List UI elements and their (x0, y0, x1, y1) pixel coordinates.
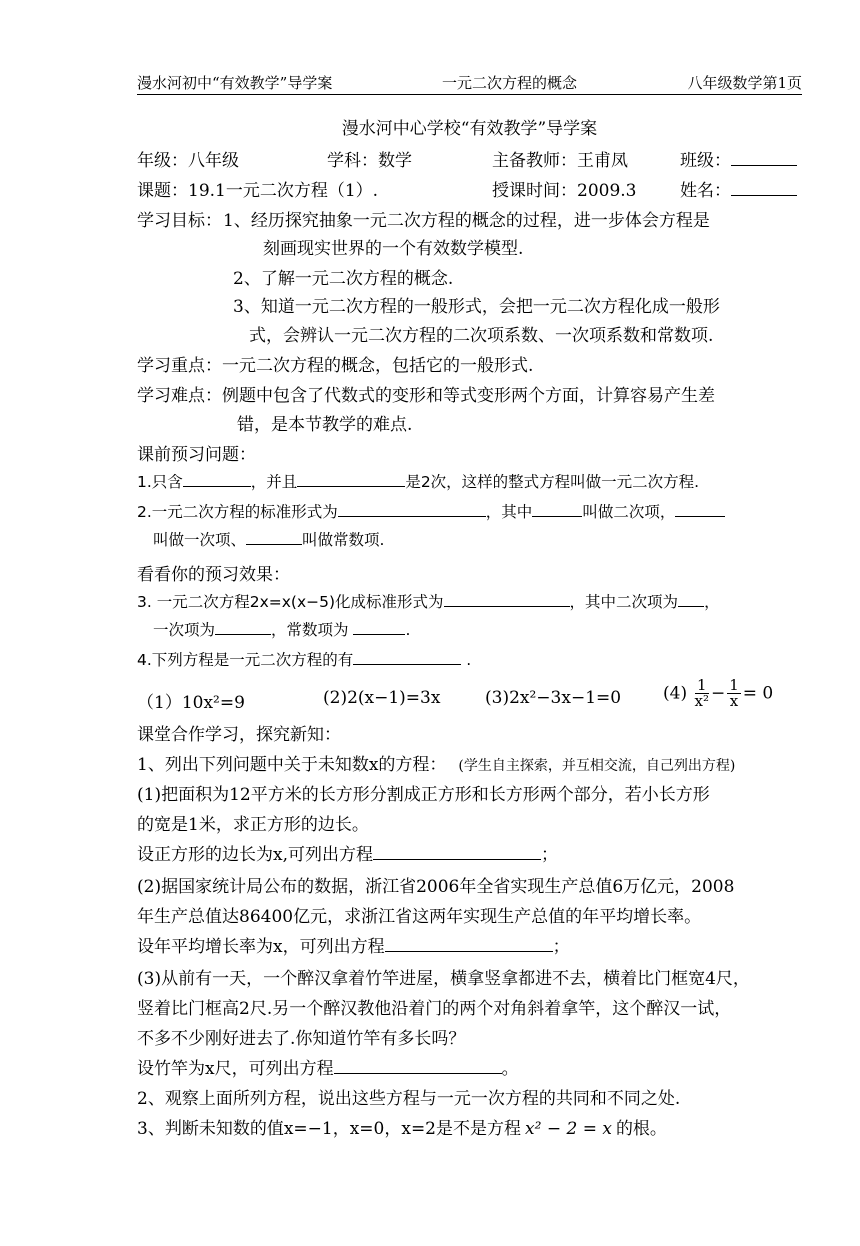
q2-text-c: 叫做二次项， (582, 503, 676, 521)
opt4-denominator-2: x (729, 692, 739, 710)
preview-title: 课前预习问题： (137, 445, 256, 465)
class-field (680, 146, 797, 171)
page-header (137, 70, 802, 95)
q2-blank-3[interactable] (675, 500, 725, 517)
task-3-text-a: 3、判断未知数的值x=−1，x=0，x=2是不是方程 (137, 1119, 522, 1139)
check-title: 看看你的预习效果： (137, 565, 290, 585)
opt4-numerator-1: 1 (696, 676, 707, 694)
q2-blank-2[interactable] (532, 500, 582, 517)
difficulty: 学习难点：例题中包含了代数式的变形和等式变形两个方面，计算容易产生差 (137, 386, 715, 406)
q4-text-b: . (461, 651, 472, 669)
doc-title: 漫水河中心学校“有效教学”导学案 (341, 119, 598, 139)
teacher: 主备教师：王甫凤 (492, 151, 628, 171)
task-1-2: (2)据国家统计局公布的数据，浙江省2006年全省实现生产总值6万亿元，2008 (137, 877, 735, 897)
q2-text-d: 叫做一次项、 (153, 531, 247, 549)
preview-q3-cont (153, 618, 410, 640)
opt4-fraction-1 (695, 678, 709, 709)
opt4-equals: = 0 (742, 683, 774, 704)
q1-text-c: 是2次，这样的整式方程叫做一元二次方程. (405, 473, 700, 491)
q1-blank-1[interactable] (183, 470, 251, 487)
task-1-3-end: 。 (501, 1059, 519, 1079)
grade: 年级：八年级 (137, 151, 239, 171)
opt4-fraction-2 (727, 678, 741, 709)
goal-1-cont: 刻画现实世界的一个有效数学模型. (263, 239, 524, 259)
q3-equation: 2x=x(x−5) (249, 593, 336, 611)
task-1-3-cont-1: 竖着比门框高2尺.另一个醉汉教他沿着门的两个对角斜着拿竿，这个醉汉一试， (137, 999, 732, 1019)
task-1-3-prompt: 设竹竿为x尺，可列出方程 (137, 1059, 334, 1079)
q3-text-g: . (405, 621, 411, 639)
q3-text-a: 3. 一元二次方程 (137, 593, 250, 611)
task-1-note: (学生自主探索，并互相交流，自己列出方程) (458, 758, 736, 774)
preview-q2 (137, 500, 725, 522)
q4-option-1: （1）10x²=9 (137, 693, 245, 713)
q2-blank-1[interactable] (338, 500, 486, 517)
goal-3-cont: 式，会辨认一元二次方程的二次项系数、一次项系数和常数项. (249, 326, 714, 346)
q2-text-e: 叫做常数项. (302, 531, 385, 549)
task-1-3-cont-2: 不多不少刚好进去了.你知道竹竿有多长吗？ (137, 1029, 466, 1049)
task-1-2-end: ； (552, 937, 570, 957)
opt4-numerator-2: 1 (729, 676, 739, 694)
class-blank[interactable] (731, 149, 797, 166)
task-1-2-equation (137, 932, 570, 957)
task-1-2-cont: 年生产总值达86400亿元，求浙江省这两年实现生产总值的年平均增长率。 (137, 907, 702, 927)
preview-q4 (137, 648, 471, 670)
q3-text-d: ， (704, 593, 720, 611)
subject: 学科：数学 (327, 151, 412, 171)
lesson-date: 授课时间：2009.3 (492, 181, 637, 201)
preview-q2-cont (153, 528, 384, 550)
task-1-1-end: ； (541, 845, 558, 865)
q2-text-a: 2.一元二次方程的标准形式为 (137, 503, 338, 521)
q2-text-b: ，其中 (485, 503, 533, 521)
task-1-1-prompt: 设正方形的边长为x,可列出方程 (137, 845, 373, 865)
q4-option-2: (2)2(x−1)=3x (323, 688, 441, 708)
name-blank[interactable] (731, 179, 797, 196)
opt4-label: (4) (663, 683, 688, 704)
q4-option-3: (3)2x²−3x−1=0 (485, 688, 622, 708)
difficulty-cont: 错，是本节教学的难点. (237, 415, 413, 435)
q1-text-a: 1.只含 (137, 473, 183, 491)
task-3-text-b: 的根。 (615, 1119, 667, 1139)
header-topic: 一元二次方程的概念 (442, 74, 578, 92)
q3-blank-1[interactable] (444, 590, 570, 607)
header-school: 漫水河初中“有效教学”导学案 (137, 74, 333, 92)
q1-blank-2[interactable] (297, 470, 405, 487)
task-1-2-blank[interactable] (385, 935, 553, 952)
task-1-text: 1、列出下列问题中关于未知数x的方程： (137, 755, 447, 775)
q1-text-b: ，并且 (250, 473, 298, 491)
task-3 (137, 1114, 667, 1139)
goal-2: 2、了解一元二次方程的概念. (233, 269, 454, 289)
task-1-3-equation (137, 1054, 519, 1079)
opt4-denominator-1: x² (694, 692, 709, 710)
task-1-2-prompt: 设年平均增长率为x，可列出方程 (137, 937, 385, 957)
key-point: 学习重点：一元二次方程的概念，包括它的一般形式. (137, 356, 534, 376)
task-2: 2、观察上面所列方程，说出这些方程与一元一次方程的共同和不同之处. (137, 1089, 681, 1109)
q3-blank-2[interactable] (678, 590, 704, 607)
q4-text-a: 4.下列方程是一元二次方程的有 (137, 651, 354, 669)
task-1-1-blank[interactable] (373, 843, 541, 860)
task-1-1-equation (137, 840, 558, 865)
q3-text-c: ，其中二次项为 (569, 593, 679, 611)
name-field (680, 176, 797, 201)
q3-text-e: 一次项为 (153, 621, 216, 639)
q4-option-4 (663, 678, 773, 709)
q2-blank-4[interactable] (246, 528, 302, 545)
task-1 (137, 750, 735, 775)
class-label: 班级： (680, 151, 731, 171)
info-line-1 (137, 146, 239, 171)
name-label: 姓名： (680, 181, 731, 201)
task-3-equation: x² − 2 = x (525, 1119, 612, 1139)
goal-1: 1、经历探究抽象一元二次方程的概念的过程，进一步体会方程是 (223, 211, 710, 231)
q3-text-b: 化成标准形式为 (335, 593, 444, 611)
task-1-1: (1)把面积为12平方米的长方形分割成正方形和长方形两个部分，若小长方形 (137, 785, 710, 805)
topic: 课题：19.1一元二次方程（1）. (137, 181, 379, 201)
q3-blank-4[interactable] (353, 618, 405, 635)
goals-label: 学习目标： (137, 211, 222, 231)
q3-text-f: ，常数项为 (271, 621, 354, 639)
class-title: 课堂合作学习，探究新知： (137, 725, 341, 745)
task-1-3-blank[interactable] (334, 1057, 502, 1074)
task-1-1-cont: 的宽是1米，求正方形的边长。 (137, 815, 369, 835)
preview-q3 (137, 590, 720, 612)
task-1-3: (3)从前有一天，一个醉汉拿着竹竿进屋，横拿竖拿都进不去，横着比门框宽4尺， (137, 969, 750, 989)
header-page: 八年级数学第1页 (687, 74, 802, 92)
preview-q1 (137, 470, 699, 492)
goal-3: 3、知道一元二次方程的一般形式，会把一元二次方程化成一般形 (233, 297, 720, 317)
opt4-minus: − (710, 683, 726, 704)
q3-blank-3[interactable] (215, 618, 271, 635)
q4-blank[interactable] (353, 648, 461, 665)
